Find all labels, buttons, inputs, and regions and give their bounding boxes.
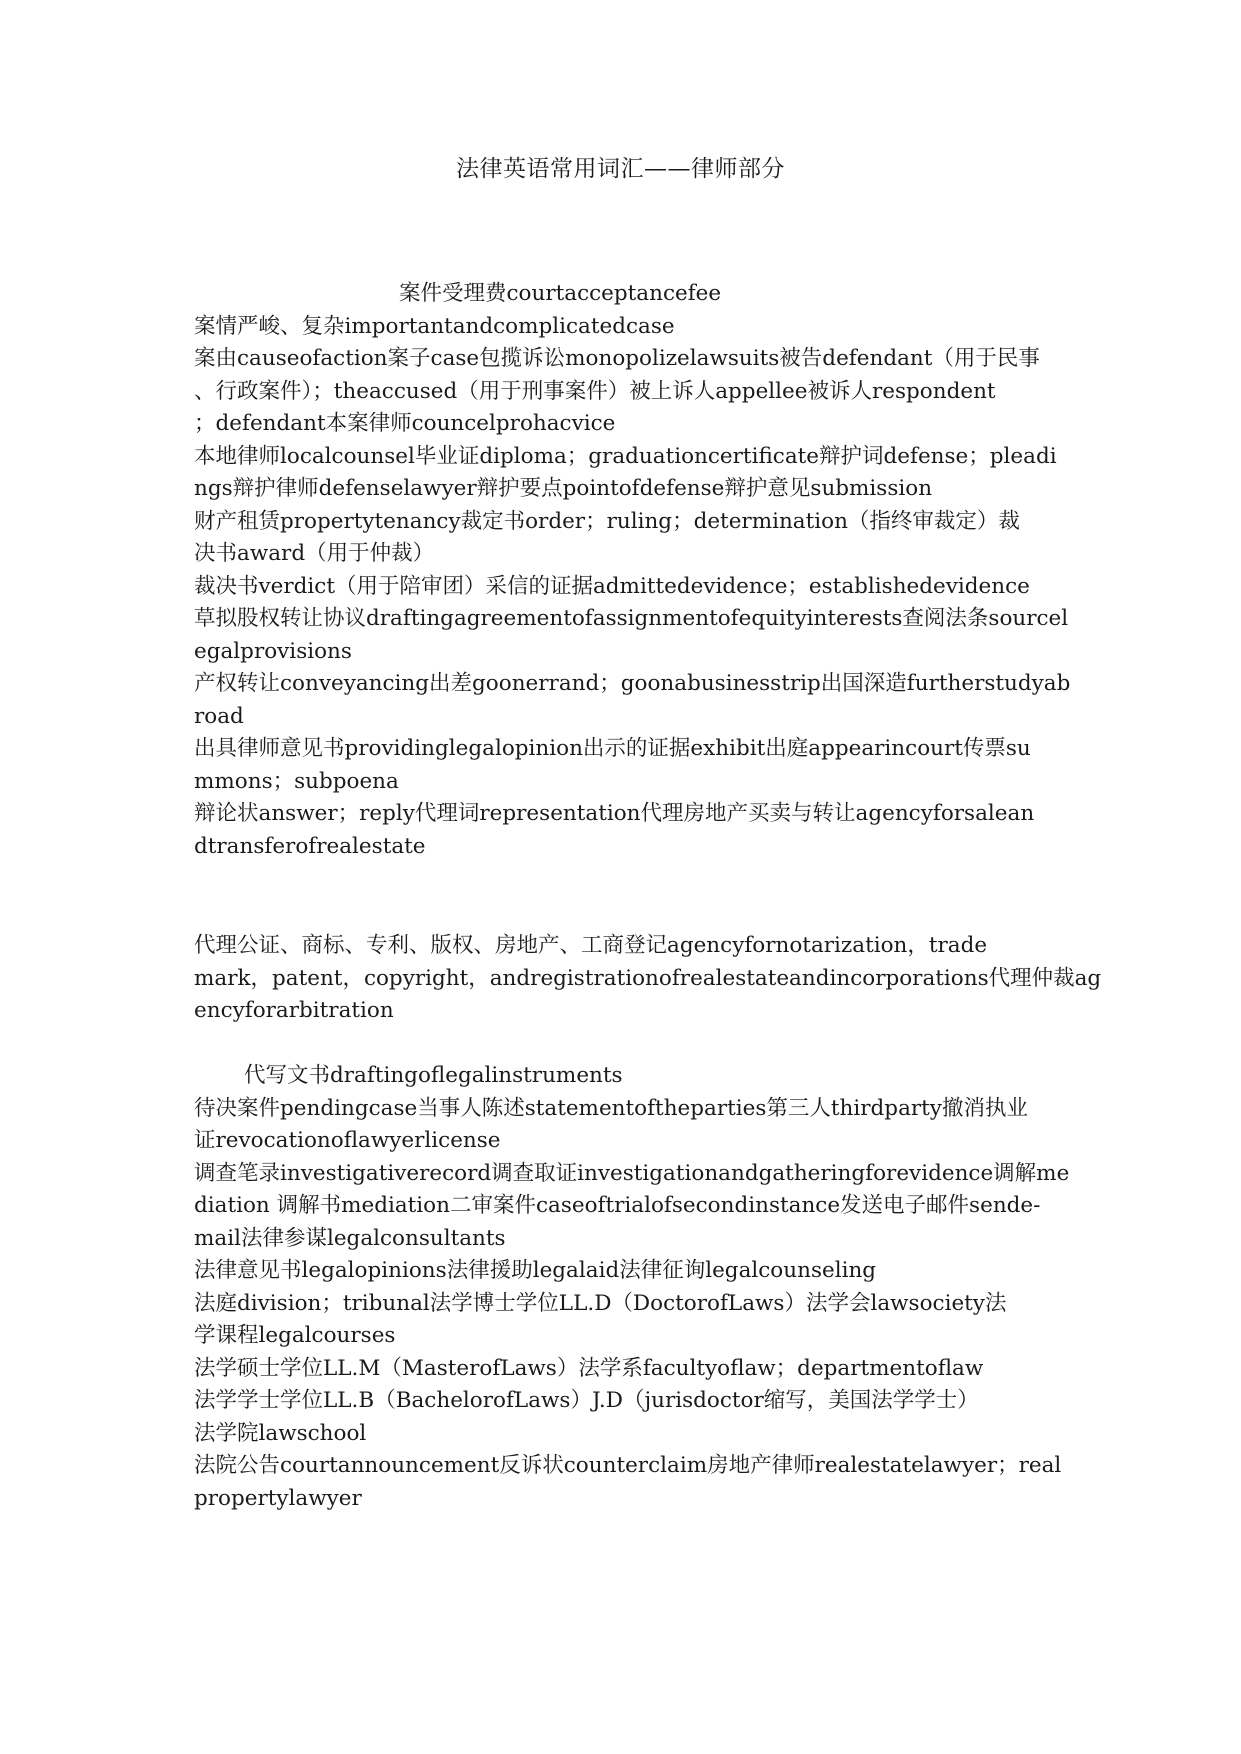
text-line: dtransferofrealestate bbox=[194, 833, 426, 859]
text-line: propertylawyer bbox=[194, 1485, 362, 1511]
text-line: 财产租赁propertytenancy裁定书order；ruling；determination（指终审裁定）裁 bbox=[194, 508, 1020, 534]
text-line: 证revocationoflawyerlicense bbox=[194, 1128, 501, 1153]
text-line: diation 调解书mediation二审案件caseoftrialofsecondinstance发送电子邮件sende- bbox=[194, 1193, 1041, 1218]
text-line: egalprovisions bbox=[194, 638, 352, 664]
document-title: 法律英语常用词汇——律师部分 bbox=[456, 156, 785, 182]
text-line: 待决案件pendingcase当事人陈述statementoftheparties第三人thirdparty撤消执业 bbox=[194, 1095, 1028, 1121]
text-line: 产权转让conveyancing出差goonerrand；goonabusinesstrip出国深造furtherstudyab bbox=[194, 671, 1071, 696]
text-line: 案情严峻、复杂importantandcomplicatedcase bbox=[194, 313, 675, 339]
vocabulary-block-1 bbox=[194, 278, 1071, 863]
text-line: 法学硕士学位LL.M（MasterofLaws）法学系facultyoflaw；departmentoflaw bbox=[194, 1355, 984, 1381]
vocabulary-block-2 bbox=[194, 930, 1102, 1028]
text-line: 案由causeofaction案子case包揽诉讼monopolizelawsuits被告defendant（用于民事 bbox=[194, 346, 1040, 371]
text-line: 决书award（用于仲裁） bbox=[194, 541, 435, 566]
vocabulary-block-3 bbox=[194, 1060, 1070, 1515]
text-line: mmons；subpoena bbox=[194, 768, 399, 794]
text-line: 裁决书verdict（用于陪审团）采信的证据admittedevidence；establishedevidence bbox=[194, 573, 1030, 599]
text-line: 学课程legalcourses bbox=[194, 1323, 396, 1348]
text-line: road bbox=[194, 703, 244, 729]
text-line: 辩论状answer；reply代理词representation代理房地产买卖与转让agencyforsalean bbox=[194, 801, 1035, 826]
text-line: 案件受理费courtacceptancefee bbox=[399, 281, 722, 306]
text-line: 本地律师localcounsel毕业证diploma；graduationcertificate辩护词defense；pleadi bbox=[194, 443, 1057, 469]
text-line: 出具律师意见书providinglegalopinion出示的证据exhibit出庭appearincourt传票su bbox=[194, 736, 1031, 761]
text-line: ；defendant本案律师councelprohacvice bbox=[194, 411, 616, 436]
text-line: mark，patent，copyright，andregistrationofrealestateandincorporations代理仲裁ag bbox=[194, 965, 1102, 991]
text-line: ngs辩护律师defenselawyer辩护要点pointofdefense辩护意见submission bbox=[194, 476, 933, 501]
text-line: 法律意见书legalopinions法律援助legalaid法律征询legalcounseling bbox=[194, 1258, 877, 1283]
text-line: 、行政案件）；theaccused（用于刑事案件）被上诉人appellee被诉人respondent bbox=[194, 378, 996, 404]
text-line: 法庭division；tribunal法学博士学位LL.D（DoctorofLaws）法学会lawsociety法 bbox=[194, 1290, 1007, 1316]
text-line: 法学学士学位LL.B（BachelorofLaws）J.D（jurisdoctor缩写，美国法学学士） bbox=[194, 1388, 979, 1413]
text-line: mail法律参谋legalconsultants bbox=[194, 1225, 506, 1251]
text-line: 代写文书draftingoflegalinstruments bbox=[244, 1063, 623, 1088]
text-line: 法学院lawschool bbox=[194, 1420, 367, 1446]
text-line: 代理公证、商标、专利、版权、房地产、工商登记agencyfornotarization，trade bbox=[194, 933, 988, 958]
text-line: 草拟股权转让协议draftingagreementofassignmentofequityinterests查阅法条sourcel bbox=[194, 606, 1069, 631]
text-line: encyforarbitration bbox=[194, 998, 394, 1023]
text-line: 法院公告courtannouncement反诉状counterclaim房地产律师realestatelawyer；real bbox=[194, 1453, 1062, 1478]
text-line: 调查笔录investigativerecord调查取证investigationandgatheringforevidence调解me bbox=[194, 1160, 1070, 1186]
